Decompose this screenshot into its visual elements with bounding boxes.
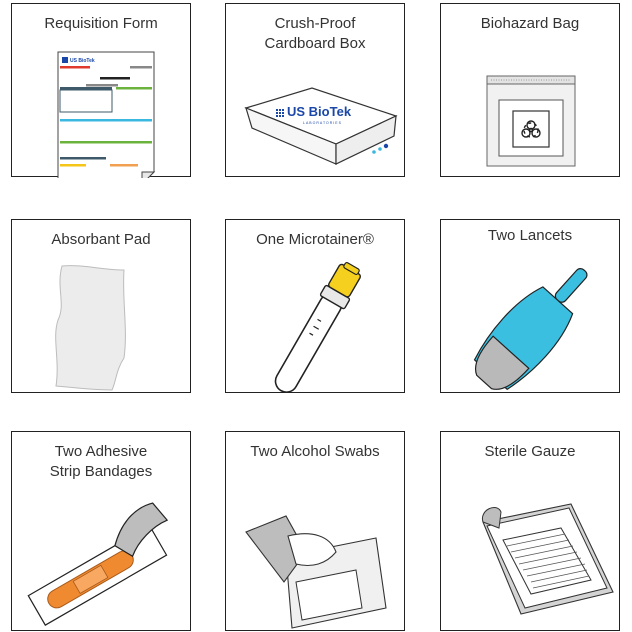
item-lancets <box>440 219 620 393</box>
item-absorbant-pad <box>11 219 191 393</box>
item-label: One Microtainer® <box>256 231 374 248</box>
item-cardboard-box <box>225 3 405 177</box>
requisition-form-icon <box>12 4 192 178</box>
item-label: Requisition Form <box>44 15 158 32</box>
absorbant-pad-icon <box>12 220 192 394</box>
item-sterile-gauze <box>440 431 620 631</box>
item-label: Two Alcohol Swabs <box>250 443 380 460</box>
item-label: Two Adhesive Strip Bandages <box>49 443 153 480</box>
cardboard-box-icon <box>226 4 406 178</box>
item-label: Two Lancets <box>487 227 573 244</box>
biohazard-bag-icon <box>441 4 621 178</box>
item-label: Crush-Proof Cardboard Box <box>264 15 366 52</box>
lancet-icon <box>441 220 621 394</box>
item-label: Sterile Gauze <box>484 443 576 460</box>
box-logo-text: US BioTek <box>287 104 352 119</box>
item-label: Biohazard Bag <box>480 15 580 32</box>
alcohol-swab-icon <box>226 432 406 632</box>
form-logo-text: US BioTek <box>70 58 95 64</box>
item-label: Absorbant Pad <box>51 231 151 248</box>
item-alcohol-swabs <box>225 431 405 631</box>
item-requisition-form <box>11 3 191 177</box>
item-adhesive-bandages <box>11 431 191 631</box>
box-logo-subtext: LABORATORIES <box>303 121 342 125</box>
item-biohazard-bag <box>440 3 620 177</box>
item-microtainer <box>225 219 405 393</box>
sterile-gauze-icon <box>441 432 621 632</box>
bandage-icon <box>12 432 192 632</box>
microtainer-icon <box>226 220 406 394</box>
